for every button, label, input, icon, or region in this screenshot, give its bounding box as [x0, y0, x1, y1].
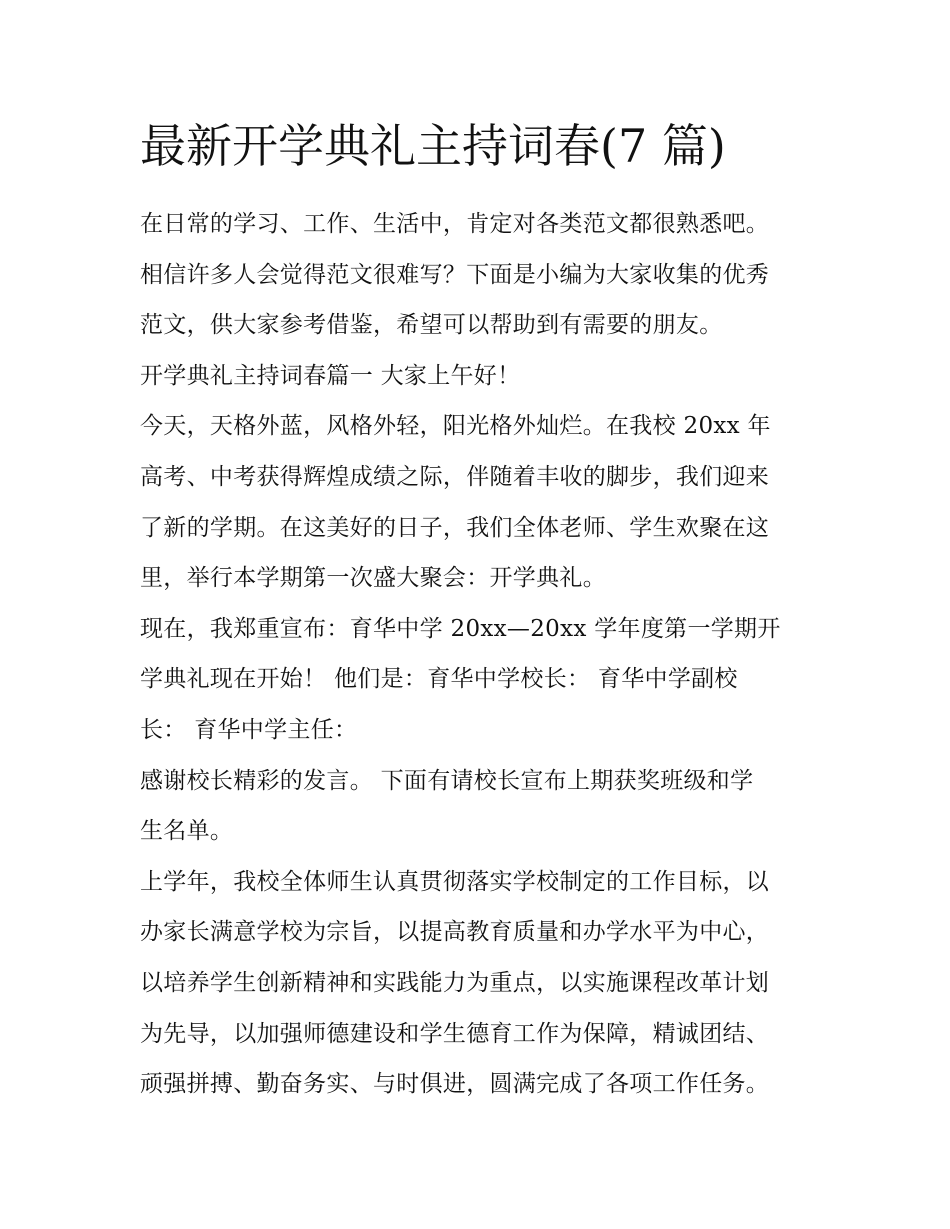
paragraph-line: 生名单。 [140, 818, 234, 845]
paragraph-line: 顽强拼搏、勤奋务实、与时俱进，圆满完成了各项工作任务。 [140, 1071, 770, 1098]
document-body [140, 199, 820, 1110]
paragraph-line: 相信许多人会觉得范文很难写？下面是小编为大家收集的优秀 [140, 261, 770, 288]
paragraph-line: 了新的学期。在这美好的日子，我们全体老师、学生欢聚在这 [140, 514, 770, 541]
paragraph-line: 开学典礼主持词春篇一 大家上午好！ [140, 362, 521, 389]
paragraph-line: 上学年，我校全体师生认真贯彻落实学校制定的工作目标，以 [140, 868, 770, 895]
paragraph-line: 为先导，以加强师德建设和学生德育工作为保障，精诚团结、 [140, 1020, 770, 1047]
paragraph-line: 里，举行本学期第一次盛大聚会：开学典礼。 [140, 565, 606, 592]
paragraph-line: 高考、中考获得辉煌成绩之际，伴随着丰收的脚步，我们迎来 [140, 463, 770, 490]
paragraph-line: 长： 育华中学主任： [140, 716, 358, 743]
paragraph-line: 在日常的学习、工作、生活中，肯定对各类范文都很熟悉吧。 [140, 211, 770, 237]
paragraph-line: 办家长满意学校为宗旨，以提高教育质量和办学水平为中心， [140, 919, 770, 946]
document-title: 最新开学典礼主持词春(7 篇) [140, 119, 726, 173]
paragraph-line: 范文，供大家参考借鉴，希望可以帮助到有需要的朋友。 [140, 312, 723, 339]
paragraph-line: 今天，天格外蓝，风格外轻，阳光格外灿烂。在我校 20xx 年 [140, 413, 771, 440]
paragraph-line: 以培养学生创新精神和实践能力为重点，以实施课程改革计划 [140, 969, 770, 996]
paragraph-line: 学典礼现在开始！ 他们是：育华中学校长： 育华中学副校 [140, 666, 738, 693]
paragraph-line: 感谢校长精彩的发言。 下面有请校长宣布上期获奖班级和学 [140, 767, 754, 794]
paragraph-line: 现在，我郑重宣布：育华中学 20xx—20xx 学年度第一学期开 [140, 615, 781, 642]
